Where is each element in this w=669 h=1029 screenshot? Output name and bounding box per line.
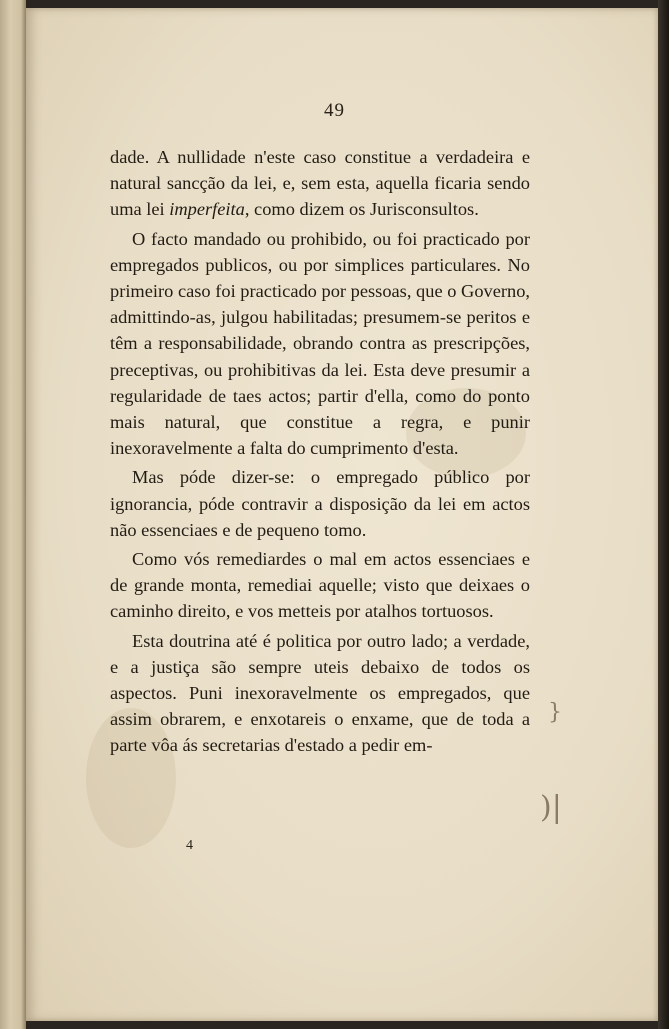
margin-brace-mark: } (548, 700, 562, 725)
paragraph: Como vós remediardes o mal em actos essenciaes e de grande monta, remediai aquelle; visto que deixaes o caminho direito, e vos metteis por atalhos tortuosos. (110, 549, 530, 622)
emphasis: imperfeita (169, 199, 245, 220)
signature-mark: 4 (186, 838, 193, 853)
paragraph: Esta doutrina até é politica por outro lado; a verdade, e a justiça são sempre uteis debaixo de todos os aspectos. Puni inexoravelmente os empregados, que assim obrarem, e enxotareis o enxame, que de toda a parte vôa ás secretarias d'estado a pedir em- (110, 630, 530, 756)
binding-edge (658, 0, 669, 1029)
facing-page-edge (0, 0, 26, 1029)
margin-bracket-mark: )| (540, 790, 562, 825)
paragraph: O facto mandado ou prohibido, ou foi practicado por empregados publicos, ou por simplices particulares. No primeiro caso foi practicado por pessoas, que o Governo, admittindo-as, julgou habilitadas; presumem-se peritos e têm a responsabilidade, obrando contra as prescripções, preceptivas, ou prohibitivas da lei. Esta deve presumir a regularidade de taes actos; partir d'ella, como do ponto mais natural, que constitue a regra, e punir inexoravelmente a falta do cumprimento d'esta. (110, 228, 530, 459)
paragraph: dade. A nullidade n'este caso constitue a verdadeira e natural sancção da lei, e, sem esta, aquella ficaria sendo uma lei imperfeita, como dizem os Jurisconsultos. (110, 147, 530, 220)
page-number: 49 (324, 100, 345, 121)
paragraph: Mas póde dizer-se: o empregado público por ignorancia, póde contravir a disposição da lei em actos não essenciaes e de pequeno tomo. (110, 467, 530, 540)
page-body (110, 144, 530, 759)
